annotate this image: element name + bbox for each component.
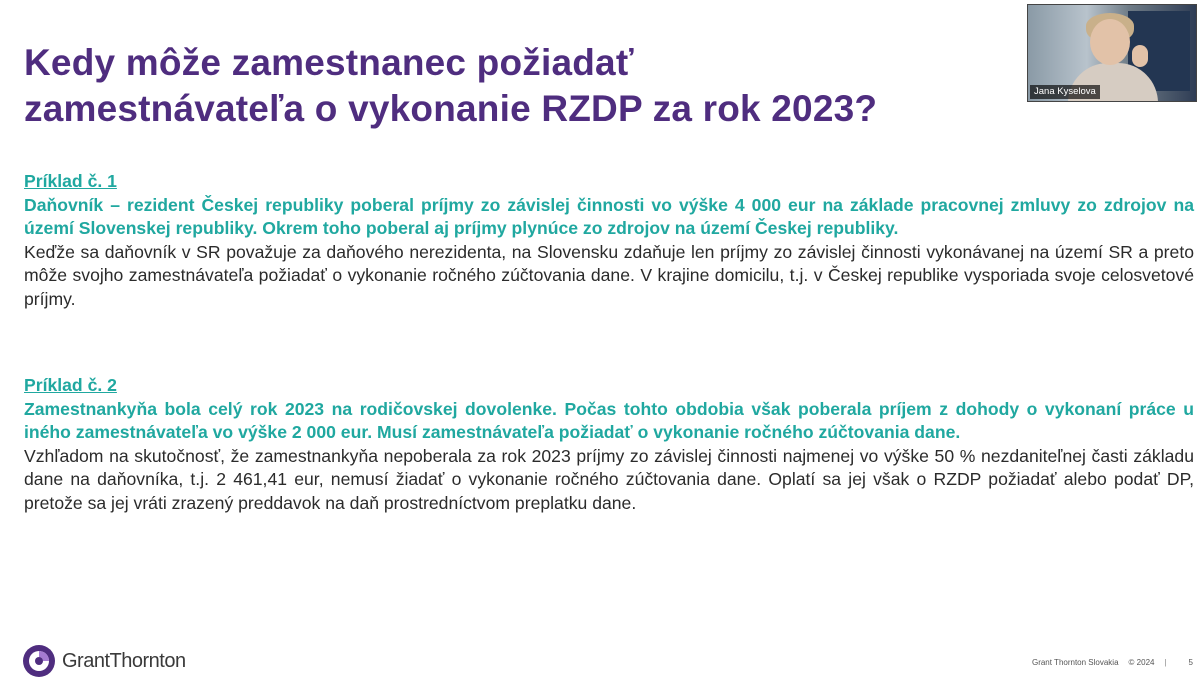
- participant-name-label: Jana Kyselova: [1030, 85, 1100, 99]
- logo-wordmark: GrantThornton: [62, 649, 186, 672]
- example-1: [24, 170, 1194, 311]
- footer-company: Grant Thornton Slovakia: [1031, 658, 1119, 667]
- participant-hand: [1132, 45, 1148, 67]
- footer-copyright: © 2024: [1128, 658, 1155, 667]
- example-2: [24, 374, 1194, 515]
- participant-video-tile[interactable]: [1027, 4, 1197, 102]
- page-number: 5: [1188, 658, 1193, 667]
- example-1-answer: Keďže sa daňovník v SR považuje za daňového nerezidenta, na Slovensku zdaňuje len príjmy zo závislej činnosti vykonávanej na území SR a preto môže svojho zamestnávateľa požiadať o vykonanie ročného zúčtovania dane. V krajine domicilu, t.j. v Českej republike vysporiada svoje celosvetové príjmy.: [24, 241, 1194, 309]
- example-1-question: Daňovník – rezident Českej republiky poberal príjmy zo závislej činnosti vo výške 4 000 eur na základe pracovnej zmluvy zo zdrojov na území Slovenskej republiky. Okrem toho poberal aj príjmy plynúce zo zdrojov na území Českej republiky.: [24, 194, 1194, 238]
- slide-title: [24, 40, 984, 132]
- grant-thornton-logo: [22, 644, 186, 678]
- example-1-label: Príklad č. 1: [24, 171, 117, 191]
- example-2-answer: Vzhľadom na skutočnosť, že zamestnankyňa nepoberala za rok 2023 príjmy zo závislej činnosti najmenej vo výške 50 % nezdaniteľnej časti základu dane na daňovníka, t.j. 2 461,41 eur, nemusí žiadať o vykonanie ročného zúčtovania dane. Oplatí sa jej však o RZDP požiadať alebo podať DP, pretože sa jej vráti zrazený preddavok na daň prostredníctvom preplatku dane.: [24, 445, 1194, 513]
- participant-head: [1090, 19, 1130, 65]
- title-line-1: Kedy môže zamestnanec požiadať: [24, 42, 634, 83]
- title-line-2: zamestnávateľa o vykonanie RZDP za rok 2023?: [24, 88, 878, 129]
- slide-footer: [1032, 658, 1193, 667]
- footer-separator: |: [1164, 658, 1167, 667]
- grant-thornton-logo-icon: [22, 644, 56, 678]
- example-2-label: Príklad č. 2: [24, 375, 117, 395]
- example-2-question: Zamestnankyňa bola celý rok 2023 na rodičovskej dovolenke. Počas tohto obdobia však poberala príjem z dohody o vykonaní práce u iného zamestnávateľa vo výške 2 000 eur. Musí zamestnávateľa požiadať o vykonanie ročného zúčtovania dane.: [24, 398, 1194, 442]
